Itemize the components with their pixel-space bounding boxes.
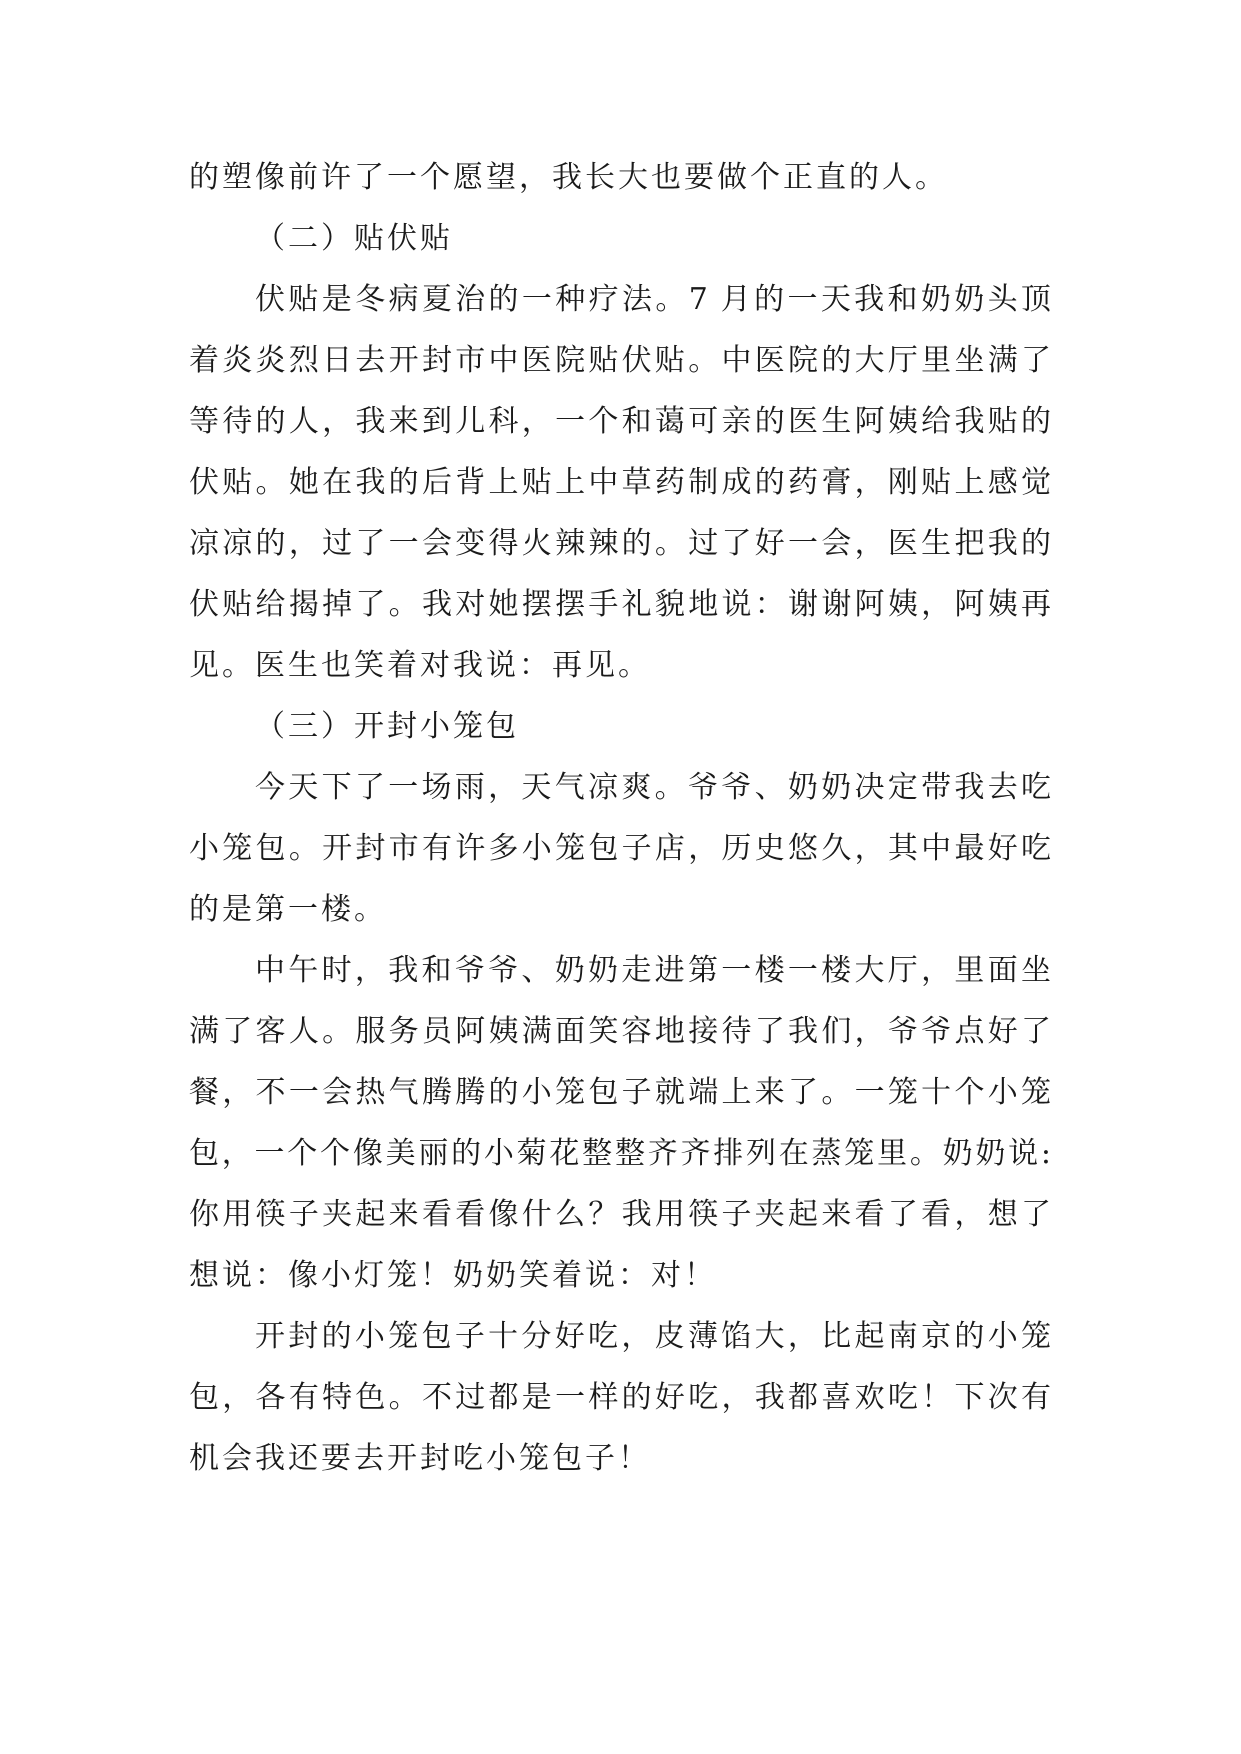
paragraph-line: 你用筷子夹起来看看像什么？我用筷子夹起来看了看，想了: [189, 1197, 1051, 1232]
paragraph-line: 中午时，我和爷爷、奶奶走进第一楼一楼大厅，里面坐: [255, 953, 1051, 988]
paragraph-line: 想说：像小灯笼！奶奶笑着说：对！: [189, 1258, 717, 1293]
paragraph-line: 小笼包。开封市有许多小笼包子店，历史悠久，其中最好吃: [189, 831, 1051, 866]
paragraph-line: 着炎炎烈日去开封市中医院贴伏贴。中医院的大厅里坐满了: [189, 343, 1051, 378]
paragraph-line: 满了客人。服务员阿姨满面笑容地接待了我们，爷爷点好了: [189, 1014, 1051, 1049]
paragraph-line: 伏贴是冬病夏治的一种疗法。7 月的一天我和奶奶头顶: [255, 282, 1051, 317]
section-heading: （二）贴伏贴: [255, 221, 453, 256]
paragraph-line: 的塑像前许了一个愿望，我长大也要做个正直的人。: [189, 160, 948, 195]
document-page: [189, 147, 1051, 1489]
paragraph-line: 的是第一楼。: [189, 892, 387, 927]
paragraph-line: 餐，不一会热气腾腾的小笼包子就端上来了。一笼十个小笼: [189, 1075, 1051, 1110]
section-heading: （三）开封小笼包: [255, 709, 519, 744]
paragraph-line: 伏贴给揭掉了。我对她摆摆手礼貌地说：谢谢阿姨，阿姨再: [189, 587, 1051, 622]
paragraph-line: 今天下了一场雨，天气凉爽。爷爷、奶奶决定带我去吃: [255, 770, 1051, 805]
paragraph-line: 见。医生也笑着对我说：再见。: [189, 648, 651, 683]
paragraph-line: 包，各有特色。不过都是一样的好吃，我都喜欢吃！下次有: [189, 1380, 1051, 1415]
paragraph-line: 等待的人，我来到儿科，一个和蔼可亲的医生阿姨给我贴的: [189, 404, 1051, 439]
paragraph-line: 包，一个个像美丽的小菊花整整齐齐排列在蒸笼里。奶奶说:: [189, 1136, 1051, 1171]
paragraph-line: 伏贴。她在我的后背上贴上中草药制成的药膏，刚贴上感觉: [189, 465, 1051, 500]
paragraph-line: 凉凉的，过了一会变得火辣辣的。过了好一会，医生把我的: [189, 526, 1051, 561]
paragraph-line: 开封的小笼包子十分好吃，皮薄馅大，比起南京的小笼: [255, 1319, 1051, 1354]
paragraph-line: 机会我还要去开封吃小笼包子！: [189, 1441, 651, 1476]
